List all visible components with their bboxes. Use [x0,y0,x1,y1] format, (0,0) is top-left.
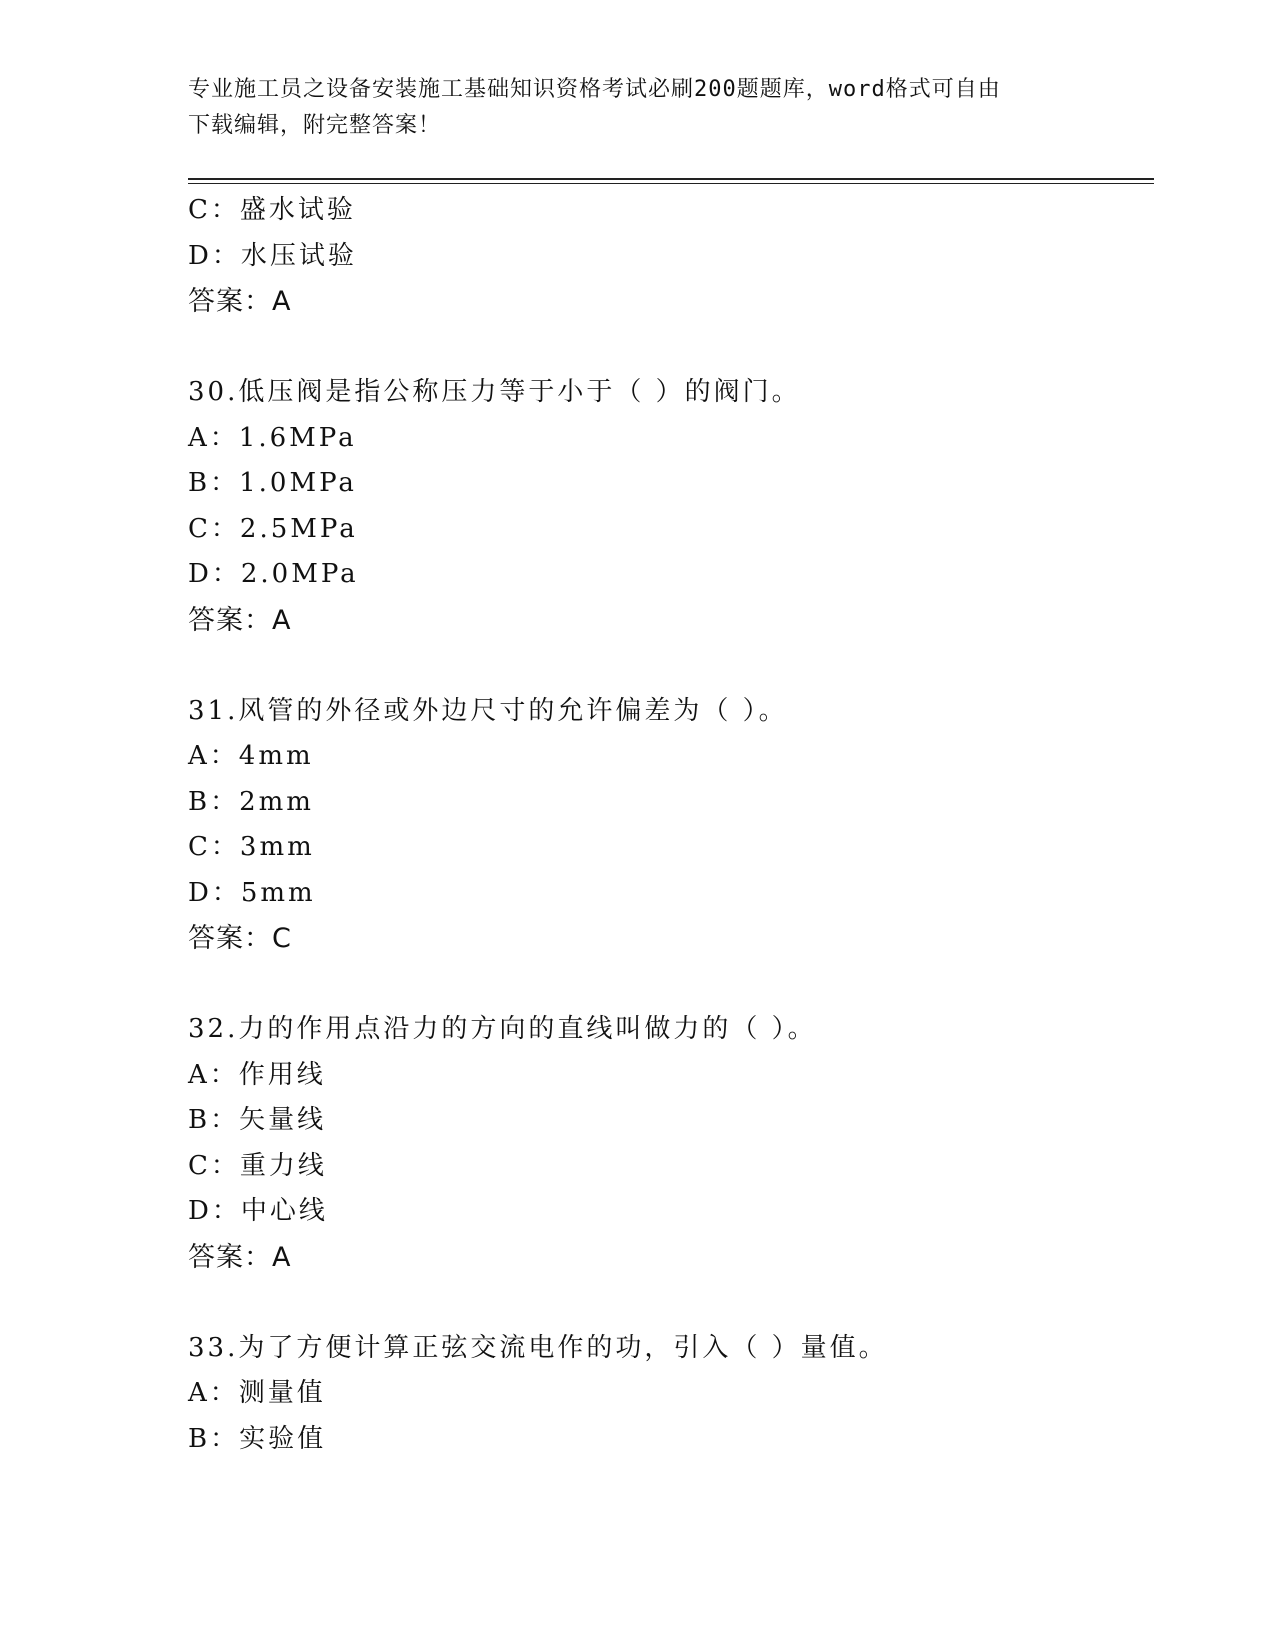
option-a [188,1371,1148,1417]
option-label: B： [188,468,240,498]
option-label: C： [188,1150,240,1181]
option-c [188,188,1148,234]
option-d [188,552,1148,598]
option-text: 4mm [238,741,314,771]
option-label: B： [188,786,240,817]
option-label: A： [188,1378,239,1408]
option-label: D： [188,1196,241,1226]
option-label: D： [188,559,241,589]
option-d [188,871,1148,917]
option-text: 中心线 [240,1196,328,1226]
option-text: 3mm [239,832,315,862]
option-text: 2.5MPa [239,513,358,544]
option-b [188,780,1148,826]
option-text: 作用线 [238,1059,326,1090]
option-a [188,1053,1148,1099]
header-line-1: 专业施工员之设备安装施工基础知识资格考试必刷200题题库，word格式可自由 [188,77,1001,102]
option-a [188,416,1148,462]
header-divider [188,178,1154,184]
option-text: 重力线 [239,1150,327,1181]
question-stem: 31.风管的外径或外边尺寸的允许偏差为（ ）。 [188,695,788,726]
option-text: 2mm [239,786,314,817]
option-label: D： [188,240,241,271]
spacer [188,1280,1148,1326]
option-b [188,1098,1148,1144]
option-label: C： [188,832,240,862]
option-text: 2.0MPa [240,559,359,589]
option-text: 1.6MPa [238,422,357,453]
question-stem: 33.为了方便计算正弦交流电作的功，引入（ ）量值。 [188,1332,888,1363]
option-label: D： [188,877,241,908]
question-stem: 30.低压阀是指公称压力等于小于（ ）的阀门。 [188,377,801,407]
answer-line: 答案：C [188,923,292,954]
option-c [188,507,1148,553]
option-d [188,234,1148,280]
option-text: 测量值 [238,1378,326,1408]
answer-line: 答案：A [188,286,292,317]
option-b [188,461,1148,507]
option-b [188,1417,1148,1463]
option-a [188,734,1148,780]
option-d [188,1189,1148,1235]
question-stem: 32.力的作用点沿力的方向的直线叫做力的（ ）。 [188,1014,817,1044]
answer-line: 答案：A [188,1241,292,1273]
option-c [188,825,1148,871]
spacer [188,325,1148,371]
option-label: C： [188,513,240,544]
question-list [188,188,1148,1462]
document-header [188,72,1068,144]
spacer [188,962,1148,1008]
option-text: 5mm [240,877,316,908]
option-text: 实验值 [239,1423,327,1454]
option-label: C： [188,195,240,225]
option-text: 1.0MPa [239,468,357,498]
spacer [188,643,1148,689]
option-label: A： [188,422,239,453]
option-label: B： [188,1423,240,1454]
option-label: A： [188,741,239,771]
answer-line: 答案：A [188,604,292,636]
option-text: 盛水试验 [239,195,356,225]
option-label: B： [188,1105,240,1135]
header-line-2: 下载编辑，附完整答案！ [188,113,442,138]
option-c [188,1144,1148,1190]
option-text: 水压试验 [240,240,357,271]
option-text: 矢量线 [239,1105,327,1135]
option-label: A： [188,1059,239,1090]
